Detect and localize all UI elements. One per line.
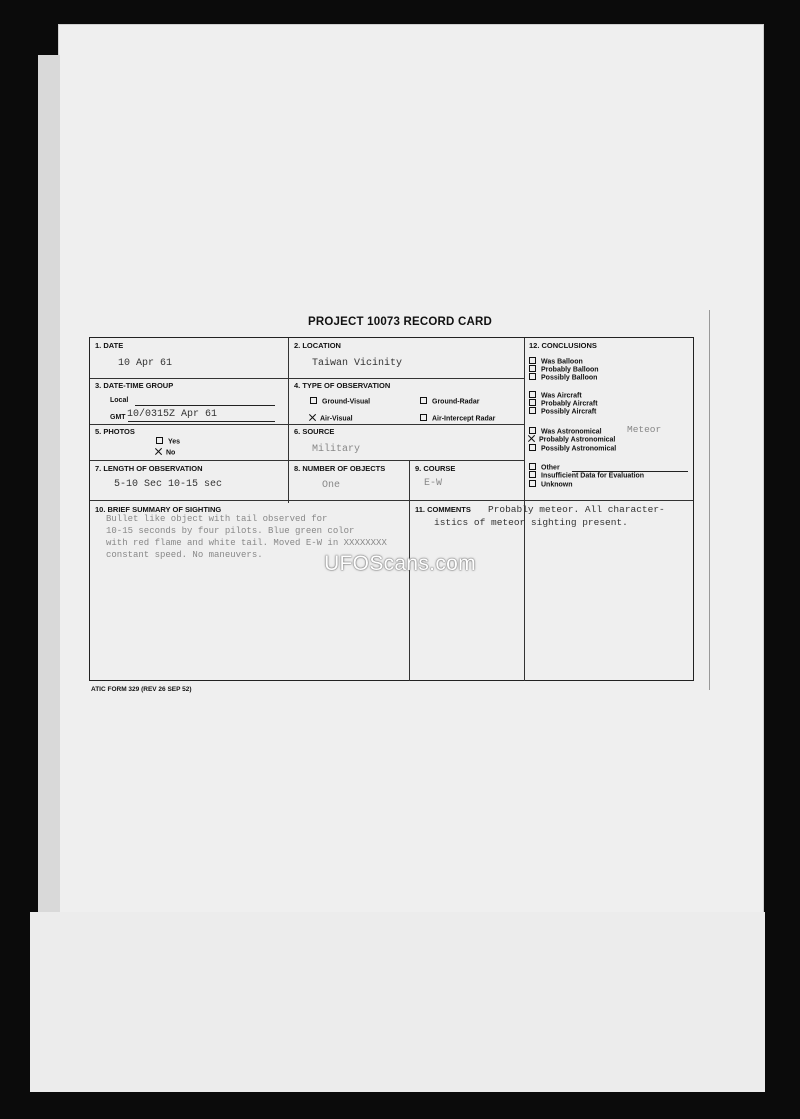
grid-line [90,424,524,425]
checked-box-icon [155,448,162,455]
checkbox-icon [529,365,536,372]
conclusion-possibly-astronomical: Possibly Astronomical [529,445,616,452]
local-label: Local [110,397,129,404]
course-value: E-W [424,478,443,489]
checkbox-icon [156,437,163,444]
checkbox-icon [529,444,536,451]
checkbox-icon [529,357,536,364]
checkbox-icon [529,471,536,478]
grid-line [90,378,524,379]
date-time-group-label: 3. DATE-TIME GROUP [95,381,174,390]
option-ground-visual: Ground-Visual [310,398,370,405]
checkbox-icon [529,373,536,380]
card-title: PROJECT 10073 RECORD CARD [308,316,492,328]
checkbox-icon [529,427,536,434]
checkbox-icon [529,407,536,414]
checkbox-icon [420,414,427,421]
scan-left-band [38,55,60,915]
location-value: Taiwan Vicinity [312,358,403,369]
summary-line: 10-15 seconds by four pilots. Blue green color [106,526,355,536]
paper-sheet-lower [30,912,765,1092]
grid-line [288,338,289,503]
summary-line: with red flame and white tail. Moved E-W in XXXXXXXX [106,538,387,548]
conclusions-label: 12. CONCLUSIONS [529,341,597,350]
checked-box-icon [528,435,535,442]
conclusion-was-astronomical: Was Astronomical [529,428,602,435]
conclusion-was-balloon: Was Balloon [529,358,583,365]
conclusion-insufficient-data: Insufficient Data for Evaluation [529,472,644,479]
source-label: 6. SOURCE [294,427,335,436]
conclusion-was-aircraft: Was Aircraft [529,392,582,399]
conclusion-possibly-balloon: Possibly Balloon [529,374,597,381]
comments-label: 11. COMMENTS [415,505,471,514]
length-label: 7. LENGTH OF OBSERVATION [95,464,203,473]
gmt-value: 10/0315Z Apr 61 [127,409,218,420]
comments-line: Probably meteor. All character- [488,504,665,515]
course-label: 9. COURSE [415,464,456,473]
checkbox-icon [310,397,317,404]
astronomical-note: Meteor [627,424,662,435]
number-of-objects-label: 8. NUMBER OF OBJECTS [294,464,386,473]
gmt-line [128,421,275,422]
watermark: UFOScans.com [324,552,476,575]
date-label: 1. DATE [95,341,124,350]
summary-line: Bullet like object with tail observed for [106,514,328,524]
conclusion-probably-astronomical: Probably Astronomical [528,436,615,443]
checkbox-icon [529,391,536,398]
checkbox-icon [529,480,536,487]
conclusion-probably-balloon: Probably Balloon [529,366,599,373]
photos-yes: Yes [156,438,180,445]
conclusion-other: Other [529,464,560,471]
local-line [135,405,275,406]
photos-no: No [155,449,175,456]
checked-box-icon [309,414,316,421]
date-value: 10 Apr 61 [118,358,173,369]
record-card [89,337,694,681]
number-of-objects-value: One [322,480,341,491]
location-label: 2. LOCATION [294,341,341,350]
gmt-label: GMT [110,414,126,421]
comments-line: istics of meteor sighting present. [434,517,628,528]
conclusion-possibly-aircraft: Possibly Aircraft [529,408,596,415]
option-air-intercept-radar: Air-Intercept Radar [420,415,495,422]
grid-line [90,460,524,461]
checkbox-icon [529,399,536,406]
checkbox-icon [420,397,427,404]
conclusion-probably-aircraft: Probably Aircraft [529,400,598,407]
type-of-observation-label: 4. TYPE OF OBSERVATION [294,381,391,390]
option-air-visual: Air-Visual [309,415,353,422]
grid-line [90,500,693,501]
form-id: ATIC FORM 329 (REV 26 SEP 52) [91,686,192,693]
summary-line: constant speed. No maneuvers. [106,550,263,560]
conclusion-unknown: Unknown [529,481,573,488]
summary-label: 10. BRIEF SUMMARY OF SIGHTING [95,505,222,514]
source-value: Military [312,444,361,455]
photos-label: 5. PHOTOS [95,427,135,436]
option-ground-radar: Ground-Radar [420,398,479,405]
length-value: 5-10 Sec 10-15 sec [114,479,223,490]
scan-edge-line [709,310,710,690]
checkbox-icon [529,463,536,470]
